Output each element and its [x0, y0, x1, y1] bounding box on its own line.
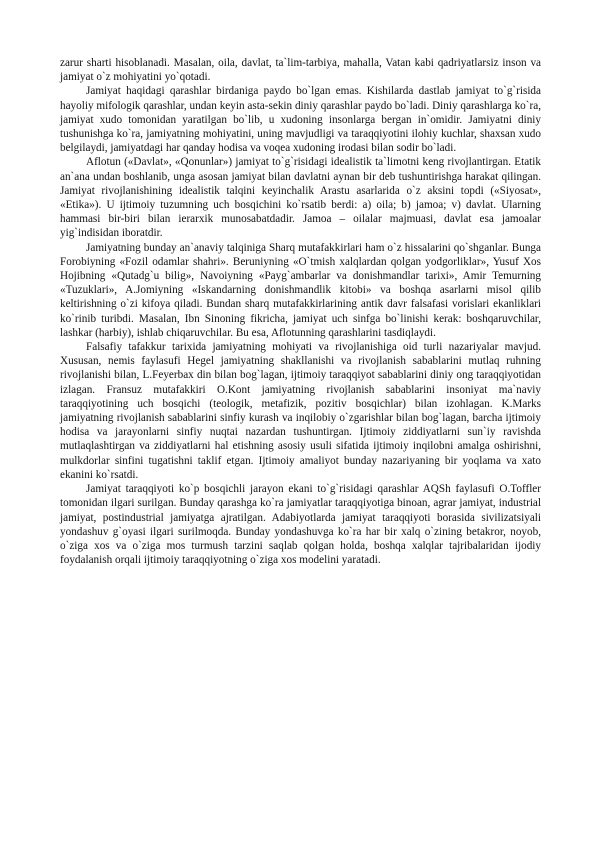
document-body [60, 56, 541, 567]
paragraph-views-on-society: Jamiyat haqidagi qarashlar birdaniga paydo bo`lgan emas. Kishilarda dastlab jamiyat to`g`risida hayoliy mifologik qarashlar, undan keyin asta-sekin diniy qarashlar paydo bo`ladi. Diniy qarashlarga ko`ra, jamiyat xudo tomonidan yaratilgan bo`lib, u xudoning insonlarga bergan in`omidir. Jamiyatni diniy tushunishga ko`ra, jamiyatning mohiyatini, uning mavjudligi va taraqqiyotini ilohiy kuchlar, shaxsan xudo belgilaydi, jamiyatdagi har qanday hodisa va voqea xudoning irodasi bilan sodir bo`ladi. [60, 85, 541, 155]
paragraph-eastern-thinkers: Jamiyatning bunday an`anaviy talqiniga Sharq mutafakkirlari ham o`z hissalarini qo`shganlar. Bunga Forobiyning «Fozil odamlar shahri». Beruniyning «O`tmish xalqlardan qolgan yodgorliklar», Yusuf Xos Hojibning «Qutadg`u bilig», Navoiyning «Payg`ambarlar va donishmandlar tarixi», Amir Temurning «Tuzuklari», A.Jomiyning «Iskandarning donishmandlik kitobi» va boshqa asarlarni misol qilib keltirishning o`zi kifoya qiladi. Bundan sharq mutafakkirlarining antik davr falsafasi vorislari ekanliklari ko`rinib turibdi. Masalan, Ibn Sinoning fikricha, jamiyat uch sinfga bo`linishi kerak: boshqaruvchilar, lashkar (harbiy), ishlab chiqaruvchilar. Bu esa, Aflotunning qarashlarini tasdiqlaydi. [60, 241, 541, 339]
paragraph-toffler-civilization: Jamiyat taraqqiyoti ko`p bosqichli jarayon ekani to`g`risidagi qarashlar AQSh faylasufi O.Toffler tomonidan ilgari surilgan. Bunday qarashga ko`ra jamiyatlar taraqqiyotiga binoan, agrar jamiyat, industrial jamiyat, postindustrial jamiyatga ajratilgan. Adabiyotlarda jamiyat taraqqiyoti borasida sivilizatsiyali yondashuv g`oyasi ilgari surilmoqda. Bunday yondashuvga ko`ra har bir xalq o`zining betakror, noyob, o`ziga xos va o`ziga mos turmush tarzini saqlab qolgan holda, boshqa xalqlar tajribalaridan ijodiy foydalanish orqali ijtimoiy taraqqiyotning o`ziga xos modelini yaratadi. [60, 483, 541, 567]
paragraph-philosophical-theories: Falsafiy tafakkur tarixida jamiyatning mohiyati va rivojlanishiga oid turli nazariyalar mavjud. Xususan, nemis faylasufi Hegel jamiyatning shakllanishi va rivojlanish sabablarini mutlaq ruhning rivojlanishi bilan, L.Feyerbax din bilan bog`lagan, ijtimoiy taraqqiyot sabablarini diniy ong taraqqiyotidan izlagan. Fransuz mutafakkiri O.Kont jamiyatning rivojlanish sabablarini insoniyat ma`naviy taraqqiyotining uch bosqichi (teologik, metafizik, pozitiv bosqichlar) bilan izohlagan. K.Marks jamiyatning rivojlanish sabablarini sinfiy kurash va inqilobiy o`zgarishlar bilan bog`lagan, barcha ijtimoiy hodisa va jarayonlarni sinfiy nuqtai nazardan tushuntirgan. Ijtimoiy ziddiyatlarni sun`iy ravishda mutlaqlashtirgan va ziddiyatlarni hal etishning asosiy usuli sifatida ijtimoiy inqilobni amalga oshirishni, mulkdorlar sinfini tugatishni taklif etgan. Ijtimoiy amaliyot bunday nazariyaning bir yoqlama va xato ekanini ko`rsatdi. [60, 341, 541, 481]
paragraph-continued: zarur sharti hisoblanadi. Masalan, oila, davlat, ta`lim-tarbiya, mahalla, Vatan kabi qadriyatlarsiz inson va jamiyat o`z mohiyatini yo`qotadi. [60, 57, 541, 84]
paragraph-plato-aristotle: Aflotun («Davlat», «Qonunlar») jamiyat to`g`risidagi idealistik ta`limotni keng rivojlantirgan. Etatik an`ana undan boshlanib, unga asosan jamiyat bilan davlatni aynan bir deb tushuntirishga harakat qilingan. Jamiyat rivojlanishining idealistik talqini keyinchalik Arastu asarlarida o`z aksini topdi («Siyosat», «Etika»). U ijtimoiy tuzumning uch bosqichini ko`rsatib berdi: a) oila; b) jamoa; v) davlat. Ularning hammasi bir-biri bilan ierarxik munosabatdadir. Jamoa – oilalar majmuasi, davlat esa jamoalar yig`indisidan iboratdir. [60, 156, 541, 240]
